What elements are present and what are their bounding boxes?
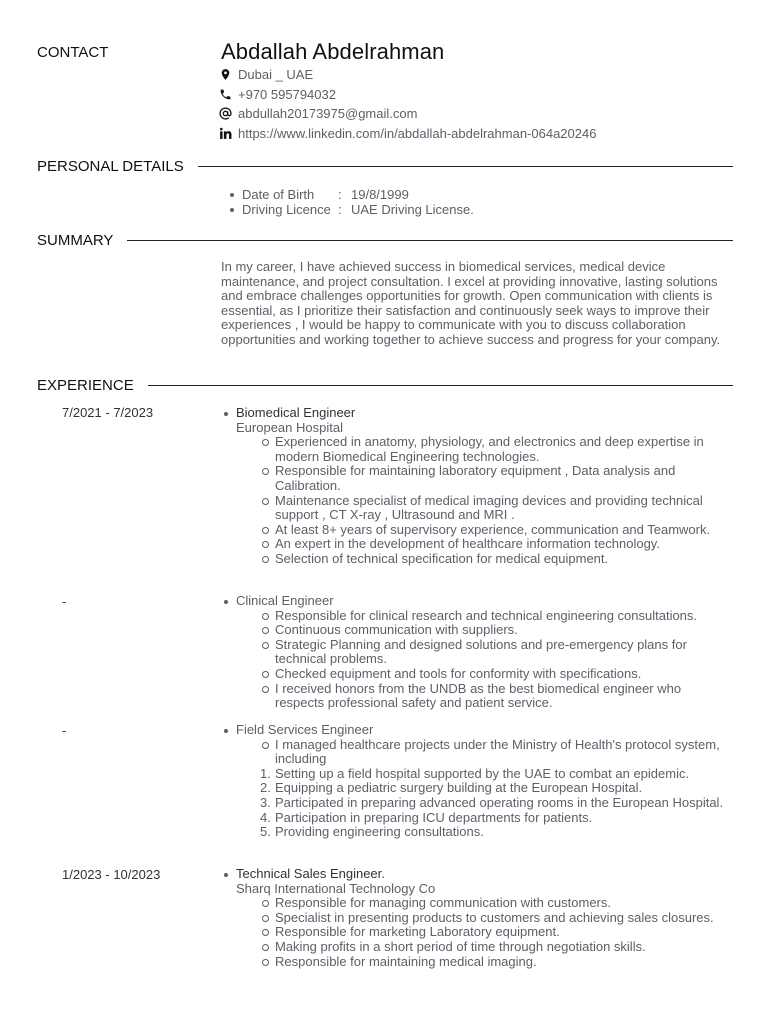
job-bullets: [236, 896, 732, 969]
contact-list: [216, 65, 596, 143]
detail-value: 19/8/1999: [351, 187, 409, 202]
job-entry: [236, 406, 732, 567]
personal-details-list: [242, 187, 474, 218]
list-item: Responsible for maintaining medical imaging.: [275, 955, 732, 970]
phone-icon: [216, 86, 234, 102]
job-entry: [236, 594, 732, 711]
job-date: -: [62, 594, 67, 609]
list-item: An expert in the development of healthcare information technology.: [275, 537, 732, 552]
job-title: Technical Sales Engineer.: [236, 867, 732, 882]
job-title: Biomedical Engineer: [236, 406, 732, 421]
detail-value: UAE Driving License.: [351, 202, 474, 218]
job-date: 7/2021 - 7/2023: [62, 405, 154, 420]
job-company: European Hospital: [236, 419, 343, 435]
contact-linkedin[interactable]: [216, 124, 596, 144]
detail-separator: :: [338, 202, 342, 218]
map-pin-icon: [216, 67, 234, 83]
detail-key: Driving Licence: [242, 202, 331, 218]
list-item: Responsible for maintaining laboratory equipment , Data analysis and Calibration.: [275, 464, 732, 493]
job-entry: [236, 723, 732, 840]
linkedin-icon: [216, 125, 234, 141]
list-item: Strategic Planning and designed solutions and pre-emergency plans for technical problems.: [275, 638, 732, 667]
detail-key: Date of Birth: [242, 187, 315, 202]
list-item: 1. Setting up a field hospital supported by the UAE to combat an epidemic.: [260, 765, 690, 781]
linkedin-link[interactable]: https://www.linkedin.com/in/abdallah-abdelrahman-064a20246: [238, 125, 597, 141]
list-item: Responsible for clinical research and technical engineering consultations.: [275, 609, 732, 624]
list-item: 3. Participated in preparing advanced operating rooms in the European Hospital.: [260, 794, 724, 810]
job-title: Clinical Engineer: [236, 594, 732, 609]
candidate-name: Abdallah Abdelrahman: [221, 39, 445, 64]
numbered-list: [236, 767, 732, 840]
location-text: Dubai _ UAE: [238, 67, 314, 83]
contact-location: [216, 65, 596, 85]
detail-separator: :: [338, 187, 342, 202]
job-entry: [236, 867, 732, 969]
summary-header: [37, 232, 733, 249]
job-company: Sharq International Technology Co: [236, 880, 436, 896]
job-bullets: [236, 738, 732, 767]
job-bullets: [236, 435, 732, 566]
phone-text: +970 595794032: [238, 86, 336, 102]
detail-row: [242, 187, 474, 202]
list-item: Making profits in a short period of time through negotiation skills.: [275, 940, 732, 955]
list-item: Responsible for marketing Laboratory equipment.: [275, 925, 732, 940]
list-item: Specialist in presenting products to customers and achieving sales closures.: [275, 911, 732, 926]
section-divider: [198, 166, 733, 168]
section-divider: [127, 240, 733, 242]
section-divider: [148, 385, 733, 387]
list-item: At least 8+ years of supervisory experience, communication and Teamwork.: [275, 523, 732, 538]
job-bullets: [236, 609, 732, 711]
list-item: Responsible for managing communication with customers.: [275, 896, 732, 911]
job-date: 1/2023 - 10/2023: [62, 867, 161, 882]
list-item: Selection of technical specification for medical equipment.: [275, 552, 732, 567]
section-title: SUMMARY: [37, 232, 114, 249]
list-item: Continuous communication with suppliers.: [275, 623, 732, 638]
list-item: I received honors from the UNDB as the best biomedical engineer who respects professional safety and patient service.: [275, 682, 732, 711]
summary-text: In my career, I have achieved success in biomedical services, medical device maintenance, and project consultation. I excel at providing innovative, lasting solutions and embrace challenges opportunities for growth. Open communication with clients is essential, as I prioritize their satisfaction and continuously seek ways to improve their experiences , I would be happy to communicate with you to discuss collaboration opportunities and working together to achieve success and progress for your company.: [221, 259, 721, 347]
contact-email[interactable]: [216, 104, 596, 124]
personal-details-header: [37, 158, 733, 175]
detail-row: [242, 202, 474, 217]
contact-heading: CONTACT: [37, 44, 109, 61]
email-link[interactable]: abdullah20173975@gmail.com: [238, 106, 418, 122]
job-date: -: [62, 723, 67, 738]
contact-phone: [216, 85, 596, 105]
experience-header: [37, 377, 733, 394]
list-item: 5. Providing engineering consultations.: [260, 824, 484, 840]
list-item: Maintenance specialist of medical imaging devices and providing technical support , CT X-ray , Ultrasound and MRI .: [275, 494, 732, 523]
job-title: Field Services Engineer: [236, 723, 732, 738]
list-item: Experienced in anatomy, physiology, and electronics and deep expertise in modern Biomedical Engineering technologies.: [275, 435, 732, 464]
list-item: I managed healthcare projects under the Ministry of Health's protocol system, including: [275, 738, 732, 767]
section-title: PERSONAL DETAILS: [37, 158, 184, 175]
list-item: Checked equipment and tools for conformity with specifications.: [275, 667, 732, 682]
at-sign-icon: [216, 106, 234, 122]
list-item: 4. Participation in preparing ICU departments for patients.: [260, 809, 593, 825]
list-item: 2. Equipping a pediatric surgery building at the European Hospital.: [260, 780, 643, 796]
section-title: EXPERIENCE: [37, 377, 134, 394]
